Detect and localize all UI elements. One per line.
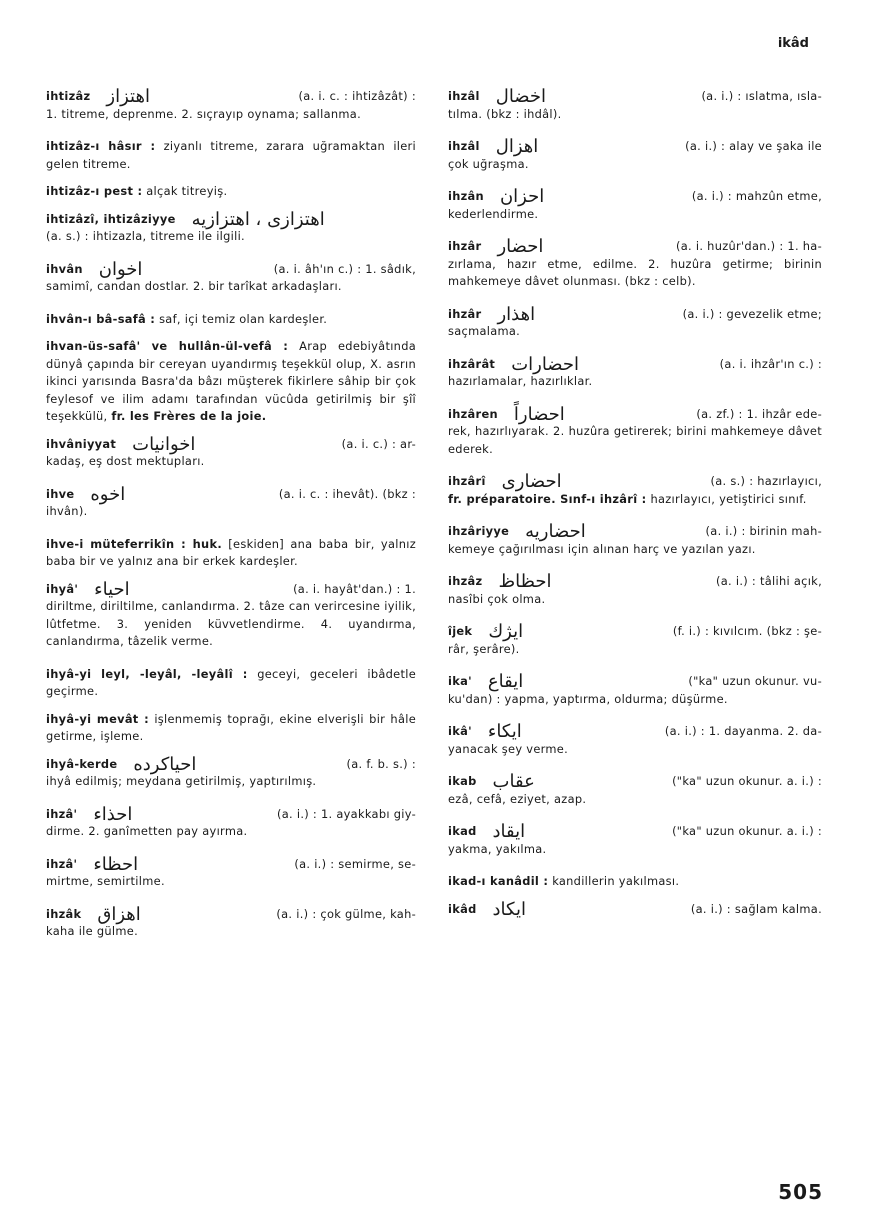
sub-entry bbox=[448, 873, 822, 891]
sub-definition: işlenmemiş toprağı, ekine elverişli bir hâle getirme, işleme. bbox=[46, 711, 416, 743]
headword: ihzâl bbox=[448, 139, 480, 153]
definition-text: kadaş, eş dost mektupları. bbox=[46, 454, 205, 468]
definition bbox=[448, 491, 822, 509]
definition bbox=[448, 791, 822, 809]
arabic-script: اهزاق bbox=[97, 903, 141, 925]
definition bbox=[448, 256, 822, 291]
definition-text: 1. titreme, deprenme. 2. sıçrayıp oynama; sallanma. bbox=[46, 106, 361, 121]
arabic-script: اخوه bbox=[90, 483, 126, 505]
definition bbox=[448, 156, 822, 174]
definition bbox=[46, 923, 416, 941]
headword: ikab bbox=[448, 774, 477, 788]
headword: ihzâriyye bbox=[448, 524, 510, 538]
entry-head-line bbox=[46, 753, 416, 775]
dictionary-entry bbox=[448, 523, 822, 558]
sub-definition: geceyi, geceleri ibâdetle geçirme. bbox=[46, 666, 417, 698]
definition-text: yanacak şey verme. bbox=[448, 741, 569, 756]
definition-text: kemeye çağırılması için alınan harç ve yazılan yazı. bbox=[448, 541, 756, 556]
entry-head-line bbox=[46, 258, 416, 280]
sub-definition: ziyanlı titreme, zarara uğramaktan ileri gelen titreme. bbox=[46, 139, 417, 171]
entry-head-line bbox=[448, 303, 822, 325]
arabic-script: ايكاء bbox=[487, 721, 522, 742]
dictionary-entry bbox=[46, 483, 416, 521]
arabic-script: احظاظ bbox=[498, 571, 552, 592]
definition bbox=[46, 228, 416, 246]
definition-text: saçmalama. bbox=[448, 324, 521, 338]
entry-head-line bbox=[448, 138, 822, 156]
arabic-script: ايكاد bbox=[492, 898, 526, 920]
definition-bold: fr. préparatoire. Sınf-ı ihzârî : bbox=[448, 491, 647, 506]
arabic-script: احذاء bbox=[93, 803, 133, 825]
grammar-note: (a. i.) : semirme, se- bbox=[294, 856, 416, 871]
entry-head-line bbox=[448, 723, 822, 741]
definition-tail: hazırlayıcı, yetiştirici sınıf. bbox=[650, 491, 807, 506]
dictionary-entry bbox=[448, 723, 822, 758]
entry-head-line bbox=[46, 433, 416, 455]
grammar-note: (a. s.) : hazırlayıcı, bbox=[710, 474, 822, 488]
grammar-note: (a. i.) : mahzûn etme, bbox=[691, 189, 822, 203]
entry-head-line bbox=[46, 88, 416, 106]
arabic-script: ايقاع bbox=[487, 671, 524, 692]
definition-text: diriltme, diriltilme, canlandırma. 2. tâze can verircesine iyilik, lûtfetme. 3. yeniden küvvetlendirme. 4. uyandırma, canlandırma, tâzelik verme. bbox=[46, 599, 416, 648]
headword: ihzâ' bbox=[46, 806, 78, 821]
grammar-note: (a. i.) : 1. ayakkabı giy- bbox=[277, 806, 416, 821]
headword: îjek bbox=[448, 624, 473, 638]
definition bbox=[448, 373, 822, 391]
grammar-note: (a. i. ihzâr'ın c.) : bbox=[719, 356, 822, 371]
grammar-note: (a. i. c.) : ar- bbox=[341, 436, 416, 451]
grammar-note: (a. i.) : sağlam kalma. bbox=[690, 901, 822, 916]
dictionary-entry bbox=[448, 353, 822, 391]
sub-definition: saf, içi temiz olan kardeşler. bbox=[159, 311, 328, 326]
arabic-script: ايژك bbox=[488, 621, 524, 642]
definition-text: râr, şerâre). bbox=[448, 641, 520, 656]
definition bbox=[46, 106, 416, 124]
dictionary-entry bbox=[46, 433, 416, 471]
definition-text: (a. s.) : ihtizazla, titreme ile ilgili. bbox=[46, 229, 245, 243]
dictionary-entry bbox=[448, 403, 822, 459]
arabic-script: ايقاد bbox=[492, 821, 526, 842]
left-column bbox=[46, 88, 416, 956]
definition-text: ihyâ edilmiş; meydana getirilmiş, yaptırılmış. bbox=[46, 774, 317, 788]
grammar-note: (a. i.) : 1. dayanma. 2. da- bbox=[664, 724, 822, 738]
sub-headword: ihtizâz-ı hâsır : bbox=[46, 139, 156, 153]
grammar-note: (f. i.) : kıvılcım. (bkz : şe- bbox=[672, 624, 822, 638]
headword: ihzâr bbox=[448, 239, 482, 253]
grammar-note: (a. i.) : birinin mah- bbox=[705, 524, 822, 538]
entry-head-line bbox=[46, 483, 416, 505]
dictionary-entry bbox=[448, 623, 822, 658]
sub-entry bbox=[46, 711, 416, 746]
dictionary-entry bbox=[46, 208, 416, 246]
headword: ihtizâzî, ihtizâziyye bbox=[46, 211, 176, 226]
grammar-note: (a. zf.) : 1. ihzâr ede- bbox=[696, 406, 822, 421]
dictionary-entry bbox=[448, 673, 822, 708]
headword: ihzâk bbox=[46, 906, 82, 921]
sub-definition: [eskiden] ana baba bir, yalnız baba bir ve yalnız ana bir erkek kardeşler. bbox=[46, 536, 416, 568]
arabic-script: احضارات bbox=[511, 353, 580, 375]
definition bbox=[46, 278, 416, 296]
sub-entry bbox=[46, 338, 416, 426]
grammar-note: ("ka" uzun okunur. a. i.) : bbox=[672, 774, 822, 788]
headword: ihzârât bbox=[448, 356, 496, 371]
headword: ihzâl bbox=[448, 89, 480, 103]
grammar-note: (a. i. âh'ın c.) : 1. sâdık, bbox=[273, 261, 416, 276]
dictionary-entry bbox=[448, 188, 822, 223]
definition-text: samimî, candan dostlar. 2. bir tarîkat arkadaşları. bbox=[46, 279, 342, 293]
dictionary-entry bbox=[46, 578, 416, 651]
entry-head-line bbox=[448, 403, 822, 425]
arabic-script: احظاء bbox=[93, 853, 139, 875]
sub-headword: ikad-ı kanâdil : bbox=[448, 874, 549, 888]
grammar-note: ("ka" uzun okunur. a. i.) : bbox=[672, 824, 822, 838]
dictionary-entry bbox=[46, 903, 416, 941]
headword: ika' bbox=[448, 674, 472, 688]
sub-entry bbox=[46, 666, 416, 701]
definition bbox=[46, 453, 416, 471]
entry-head-line bbox=[46, 578, 416, 600]
arabic-script: اهتزاز bbox=[106, 86, 150, 107]
definition bbox=[46, 823, 416, 841]
sub-headword: ihyâ-yi mevât : bbox=[46, 711, 150, 726]
sub-definition: alçak titreyiş. bbox=[146, 184, 228, 198]
definition-text: ihvân). bbox=[46, 504, 88, 518]
sub-entry bbox=[46, 536, 416, 571]
definition bbox=[448, 741, 822, 759]
dictionary-entry bbox=[46, 803, 416, 841]
definition bbox=[46, 773, 416, 791]
definition-text: dirme. 2. ganîmetten pay ayırma. bbox=[46, 824, 248, 838]
dictionary-entry bbox=[46, 258, 416, 296]
definition-text: ezâ, cefâ, eziyet, azap. bbox=[448, 791, 587, 806]
arabic-script: احياكرده bbox=[133, 753, 197, 775]
sub-definition: Arap edebiyâtında dünyâ çapında bir cereyan uyandırmış teşekkül olup, X. asrın ikinci yarısında Basra'da bâzı müşterek fikirlere sâhip bir çok feylesof ve ilim adamı tarafından vücûda getirilmiş bir şîî teşekkülü, bbox=[46, 339, 417, 423]
definition-text: zırlama, hazır etme, edilme. 2. huzûra getirme; birinin mahkemeye dâvet olunması. (bkz : celb). bbox=[448, 256, 822, 288]
dictionary-entry bbox=[448, 898, 822, 920]
sub-entry bbox=[46, 138, 416, 173]
dictionary-entry bbox=[448, 303, 822, 341]
entry-head-line bbox=[448, 473, 822, 491]
headword: ihyâ' bbox=[46, 581, 79, 596]
entry-head-line bbox=[448, 823, 822, 841]
entry-head-line bbox=[46, 803, 416, 825]
definition-text: mirtme, semirtilme. bbox=[46, 874, 165, 888]
headword: ihzâren bbox=[448, 406, 498, 421]
definition bbox=[448, 206, 822, 224]
sub-entry bbox=[46, 311, 416, 329]
sub-headword: ihyâ-yi leyl, -leyâl, -leyâlî : bbox=[46, 666, 248, 681]
entry-head-line bbox=[448, 353, 822, 375]
headword: ihzâ' bbox=[46, 856, 78, 871]
dictionary-entry bbox=[448, 473, 822, 508]
headword: ihvâniyyat bbox=[46, 436, 117, 451]
arabic-script: عقاب bbox=[492, 771, 535, 792]
definition-text: çok uğraşma. bbox=[448, 156, 529, 171]
entry-head-line bbox=[46, 208, 416, 230]
definition bbox=[448, 423, 822, 458]
definition bbox=[46, 873, 416, 891]
definition bbox=[448, 323, 822, 341]
definition-text: kaha ile gülme. bbox=[46, 924, 138, 938]
definition bbox=[448, 106, 822, 124]
sub-headword: ihvan-üs-safâ' ve hullân-ül-vefâ : bbox=[46, 339, 289, 353]
entry-head-line bbox=[448, 773, 822, 791]
grammar-note: (a. i.) : ıslatma, ısla- bbox=[701, 89, 822, 103]
grammar-note: ("ka" uzun okunur. vu- bbox=[688, 674, 822, 688]
dictionary-entry bbox=[46, 853, 416, 891]
grammar-note: (a. f. b. s.) : bbox=[346, 756, 416, 771]
arabic-script: اخضال bbox=[495, 86, 547, 107]
definition bbox=[448, 841, 822, 859]
definition-text: tılma. (bkz : ihdâl). bbox=[448, 106, 562, 121]
dictionary-entry bbox=[448, 138, 822, 173]
dictionary-entry bbox=[46, 753, 416, 791]
definition bbox=[46, 503, 416, 521]
definition bbox=[448, 691, 822, 709]
entry-head-line bbox=[448, 673, 822, 691]
grammar-note: (a. i. hayât'dan.) : 1. bbox=[293, 581, 416, 596]
grammar-note: (a. i. huzûr'dan.) : 1. ha- bbox=[676, 239, 822, 253]
sub-definition-bold: fr. les Frères de la joie. bbox=[111, 409, 267, 423]
sub-definition: kandillerin yakılması. bbox=[552, 874, 680, 888]
headword: ihve bbox=[46, 486, 75, 501]
headword: ikâ' bbox=[448, 724, 472, 738]
grammar-note: (a. i.) : gevezelik etme; bbox=[682, 306, 822, 321]
definition-text: rek, hazırlıyarak. 2. huzûra getirerek; birini mahkemeye dâvet ederek. bbox=[448, 424, 822, 456]
sub-headword: ihve-i müteferrikîn : huk. bbox=[46, 536, 222, 551]
arabic-script: احضار bbox=[497, 236, 544, 257]
entry-head-line bbox=[46, 853, 416, 875]
headword: ihzân bbox=[448, 189, 484, 203]
right-column bbox=[448, 88, 822, 933]
grammar-note: (a. i.) : tâlihi açık, bbox=[716, 574, 822, 588]
definition-text: yakma, yakılma. bbox=[448, 841, 547, 856]
entry-head-line bbox=[448, 88, 822, 106]
grammar-note: (a. i. c. : ihtizâzât) : bbox=[298, 89, 416, 103]
headword: ikâd bbox=[448, 901, 477, 916]
headword: ihvân bbox=[46, 261, 83, 276]
headword: ihtizâz bbox=[46, 89, 91, 103]
arabic-script: احزان bbox=[499, 186, 545, 207]
page-header: ikâd bbox=[777, 36, 809, 51]
headword: ihyâ-kerde bbox=[46, 756, 118, 771]
arabic-script: اهذار bbox=[497, 303, 536, 325]
entry-head-line bbox=[448, 188, 822, 206]
dictionary-entry bbox=[46, 88, 416, 123]
entry-head-line bbox=[448, 623, 822, 641]
arabic-script: اهزال bbox=[495, 136, 539, 157]
headword: ikad bbox=[448, 824, 477, 838]
arabic-script: اخوانيات bbox=[132, 433, 196, 455]
definition bbox=[448, 591, 822, 609]
grammar-note: (a. i. c. : ihevât). (bkz : bbox=[278, 486, 416, 501]
grammar-note: (a. i.) : çok gülme, kah- bbox=[276, 906, 416, 921]
sub-headword: ihvân-ı bâ-safâ : bbox=[46, 311, 156, 326]
entry-head-line bbox=[448, 898, 822, 920]
definition-text: ku'dan) : yapma, yaptırma, oldurma; düşürme. bbox=[448, 691, 728, 706]
page-number: 505 bbox=[778, 1180, 823, 1204]
sub-entry bbox=[46, 183, 416, 201]
headword: ihzâz bbox=[448, 574, 483, 588]
arabic-script: اخوان bbox=[98, 258, 143, 280]
entry-head-line bbox=[448, 523, 822, 541]
definition bbox=[46, 598, 416, 651]
grammar-note: (a. i.) : alay ve şaka ile bbox=[685, 139, 822, 153]
definition-text: kederlendirme. bbox=[448, 206, 539, 221]
sub-headword: ihtizâz-ı pest : bbox=[46, 184, 143, 198]
definition-text: hazırlamalar, hazırlıklar. bbox=[448, 374, 593, 388]
dictionary-entry bbox=[448, 88, 822, 123]
arabic-script: احضاريه bbox=[525, 521, 586, 542]
definition-text: nasîbi çok olma. bbox=[448, 591, 546, 606]
entry-head-line bbox=[46, 903, 416, 925]
dictionary-entry bbox=[448, 823, 822, 858]
dictionary-entry bbox=[448, 773, 822, 808]
dictionary-entry bbox=[448, 238, 822, 291]
entry-head-line bbox=[448, 238, 822, 256]
definition bbox=[448, 641, 822, 659]
arabic-script: احضارى bbox=[501, 471, 562, 492]
arabic-script: احضاراً bbox=[513, 403, 565, 425]
headword: ihzâr bbox=[448, 306, 482, 321]
dictionary-entry bbox=[448, 573, 822, 608]
headword: ihzârî bbox=[448, 474, 486, 488]
arabic-script: اهتزازى ، اهتزازيه bbox=[191, 208, 325, 230]
arabic-script: احياء bbox=[94, 578, 130, 600]
entry-head-line bbox=[448, 573, 822, 591]
definition bbox=[448, 541, 822, 559]
